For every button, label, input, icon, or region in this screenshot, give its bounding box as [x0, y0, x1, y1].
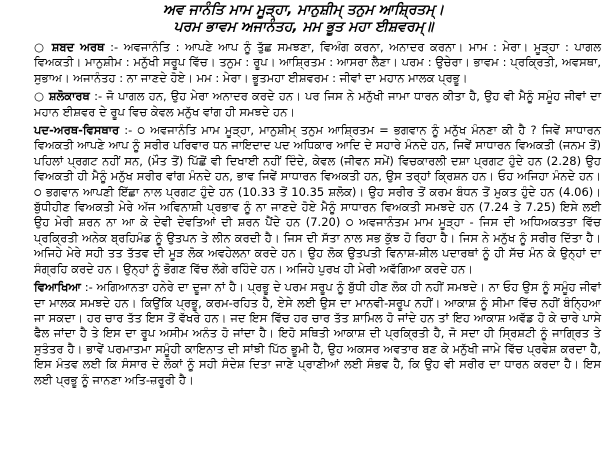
shlokarth-text: :- ਜੋ ਪਾਗਲ ਹਨ, ਉਹ ਮੇਰਾ ਅਨਾਦਰ ਕਰਦੇ ਹਨ। ਪਰ ਜਿਸ ਨੇ ਮਨੁੱਖੀ ਜਾਮਾ ਧਾਰਨ ਕੀਤਾ ਹੈ, ਉਹ ਵੀ ਮੈਨੂੰ ਸਮੂੰਹ ਜੀਵਾਂ ਦਾ ਮਹਾਨ ਈਸ਼ਵਰ ਦੇ ਰੂਪ ਵਿਚ ਕੇਵਲ ਮਨੁੱਖ ਵਾਂਗ ਹੀ ਸਮਝਦੇ ਹਨ। [34, 89, 601, 119]
pad-arth-heading: ਪਦ-ਅਰਥ-ਵਿਸਥਾਰ [34, 123, 120, 138]
shloka-line-2: ਪਰਮ ਭਾਵਮ ਅਜਾਨੰਤਹ, ਮਮ ਭੂਤ ਮਹਾ ਈਸ਼ਵਰਮ੍॥ [173, 19, 434, 35]
shabad-arth-text: :- ਅਵਜਾਨੰਤਿ : ਆਪਣੇ ਆਪ ਨੂੰ ਤੁੱਛ ਸਮਝਣਾ, ਵਿਅੰਗ ਕਰਨਾ, ਅਨਾਦਰ ਕਰਨਾ। ਮਾਮ : ਮੇਰਾ। ਮੂੜ੍ਹਾ : ਪਾਗਲ ਵਿਅਕਤੀ। ਮਾਨੁਸ਼ੀਮ : ਮਨੁੱਖੀ ਸਰੂਪ ਵਿੱਚ। ਤਨੁਮ : ਰੂਪ। ਆਸ਼੍ਰਿਤਮ : ਆਸਰਾ ਲੈਣਾ। ਪਰਮ : ਉਚੇਰਾ। ਭਾਵਮ : ਪ੍ਰਕ੍ਰਿਤੀ, ਅਵਸਥਾ, ਸੁਭਾਅ। ਅਜਾਨੰਤਹ : ਨਾ ਜਾਣਦੇ ਹੋਏ। ਮਮ : ਮੇਰਾ। ਭੂਤਮਹਾ ਈਸ਼ਵਰਮ : ਜੀਵਾਂ ਦਾ ਮਹਾਨ ਮਾਲਕ ਪ੍ਰਭੂ। [34, 40, 602, 85]
shloka-line-1: ਅਵ ਜਾਨੰਤਿ ਮਾਮ ਮੂੜ੍ਹਾ, ਮਾਨੁਸ਼ੀਮ੍ ਤਨੁਮ ਆਸ਼੍ਰਿਤਮ੍। [162, 2, 445, 18]
shlokarth-heading: ਸ਼ਲੋਕਾਰਥ [48, 89, 90, 104]
shabad-arth-heading: ਸ਼ਬਦ ਅਰਥ [51, 40, 105, 54]
pad-arth-section [6, 123, 601, 277]
pad-arth-text: :- ੦ ਅਵਜਾਨੰਤਿ ਮਾਮ ਮੂੜ੍ਹਾ, ਮਾਨੁਸ਼ੀਮ੍ ਤਨੁਮ ਆਸ਼੍ਰਿਤਮ = ਭਗਵਾਨ ਨੂੰ ਮਨੁੱਖ ਮੰਨਣਾ ਕੀ ਹੈ ? ਜਿਵੇਂ ਸਾਧਾਰਨ ਵਿਅਕਤੀ ਆਪਣੇ ਆਪ ਨੂੰ ਸਰੀਰ ਪਰਿਵਾਰ ਧਨ ਜਾਇਦਾਦ ਪਦ ਅਧਿਕਾਰ ਆਦਿ ਦੇ ਸਹਾਰੇ ਮੰਨਦੇ ਹਨ, ਜਿਵੇਂ ਸਾਧਾਰਨ ਵਿਅਕਤੀ (ਜਨਮ ਤੋਂ) ਪਹਿਲਾਂ ਪ੍ਰਗਟ ਨਹੀਂ ਸਨ, (ਮੌਤ ਤੋਂ) ਪਿੱਛੋਂ ਵੀ ਦਿਖਾਈ ਨਹੀਂ ਦਿੰਦੇ, ਕੇਵਲ (ਜੀਵਨ ਸਮੇਂ) ਵਿਚਕਾਰਲੀ ਦਸ਼ਾ ਪ੍ਰਗਟ ਹੁੰਦੇ ਹਨ (2.28) ਉਹ ਵਿਅਕਤੀ ਹੀ ਮੈਨੂੰ ਮਨੁੱਖ ਸਰੀਰ ਵਾਂਗ ਮੰਨਦੇ ਹਨ, ਭਾਵ ਜਿਵੇਂ ਸਾਧਾਰਨ ਵਿਅਕਤੀ ਹਨ, ਉਸ ਤਰ੍ਹਾਂ ਕ੍ਰਿਸ਼ਨ ਹਨ। ਓਹ ਅਜਿਹਾ ਮੰਨਦੇ ਹਨ। ੦ ਭਗਵਾਨ ਆਪਣੀ ਇੱਛਾ ਨਾਲ ਪ੍ਰਗਟ ਹੁੰਦੇ ਹਨ (10.33 ਤੋਂ 10.35 ਸ਼ਲੋਕ)। ਉਹ ਸਰੀਰ ਤੋਂ ਕਰਮ ਬੰਧਨ ਤੋਂ ਮੁਕਤ ਹੁੰਦੇ ਹਨ (4.06)। ਬੁੱਧੀਹੀਣ ਵਿਅਕਤੀ ਮੇਰੇ ਅੱਜ ਅਵਿਨਾਸ਼ੀ ਪ੍ਰਭਾਵ ਨੂੰ ਨਾ ਜਾਣਦੇ ਹੋਏ ਮੈਨੂੰ ਸਾਧਾਰਨ ਵਿਅਕਤੀ ਸਮਝਦੇ ਹਨ (7.24 ਤੇ 7.25) ਇਸੇ ਲਈ ਉਹ ਮੇਰੀ ਸ਼ਰਨ ਨਾ ਆ ਕੇ ਦੇਵੀ ਦੇਵਤਿਆਂ ਦੀ ਸ਼ਰਨ ਪੈਂਦੇ ਹਨ (7.20) ੦ ਅਵਜਾਨੰਤਮ ਮਾਮ ਮੂੜ੍ਹਾ - ਜਿਸ ਦੀ ਅਧਿਅਕਤਤਾ ਵਿੱਚ ਪ੍ਰਕ੍ਰਿਤੀ ਅਨੇਕ ਬ੍ਰਹਿਮੰਡ ਨੂੰ ਉਤਪਨ ਤੇ ਲੀਨ ਕਰਦੀ ਹੈ। ਜਿਸ ਦੀ ਸੱਤਾ ਨਾਲ ਸਭ ਕੁੱਝ ਹੋ ਰਿਹਾ ਹੈ। ਜਿਸ ਨੇ ਮਨੁੱਖ ਨੂੰ ਸਰੀਰ ਦਿੱਤਾ ਹੈ। ਅਜਿਹੇ ਮੇਰੇ ਸਹੀ ਤਤ ਤੱਤਵ ਦੀ ਮੂੜ ਲੋਕ ਅਵਹੇਲਨਾ ਕਰਦੇ ਹਨ। ਉਹ ਲੋਕ ਉਤਪਤੀ ਵਿਨਾਸ਼-ਸ਼ੀਲ ਪਦਾਰਥਾਂ ਨੂੰ ਹੀ ਸੱਚ ਮੰਨ ਕੇ ਉਨ੍ਹਾਂ ਦਾ ਸੰਗ੍ਰਹਿ ਕਰਦੇ ਹਨ। ਉਨ੍ਹਾਂ ਨੂੰ ਭੋਗਣ ਵਿੱਚ ਲੱਗੇ ਰਹਿੰਦੇ ਹਨ। ਅਜਿਹੇ ਪੁਰਖ ਹੀ ਮੇਰੀ ਅਵੱਗਿਆ ਕਰਦੇ ਹਨ। [34, 123, 601, 276]
shlokarth-section: ○ ਸ਼ਲੋਕਾਰਥ :- ਜੋ ਪਾਗਲ ਹਨ, ਉਹ ਮੇਰਾ ਅਨਾਦਰ ਕਰਦੇ ਹਨ। ਪਰ ਜਿਸ ਨੇ ਮਨੁੱਖੀ ਜਾਮਾ ਧਾਰਨ ਕੀਤਾ ਹੈ, ਉਹ ਵੀ ਮੈਨੂੰ ਸਮੂੰਹ ਜੀਵਾਂ ਦਾ ਮਹਾਨ ਈਸ਼ਵਰ ਦੇ ਰੂਪ ਵਿਚ ਕੇਵਲ ਮਨੁੱਖ ਵਾਂਗ ਹੀ ਸਮਝਦੇ ਹਨ। [34, 89, 601, 119]
viakhia-heading: ਵਿਆਖਿਆ [34, 280, 81, 295]
shabad-arth-section: ○ ਸ਼ਬਦ ਅਰਥ :- ਅਵਜਾਨੰਤਿ : ਆਪਣੇ ਆਪ ਨੂੰ ਤੁੱਛ ਸਮਝਣਾ, ਵਿਅੰਗ ਕਰਨਾ, ਅਨਾਦਰ ਕਰਨਾ। ਮਾਮ : ਮੇਰਾ। ਮੂੜ੍ਹਾ : ਪਾਗਲ ਵਿਅਕਤੀ। ਮਾਨੁਸ਼ੀਮ : ਮਨੁੱਖੀ ਸਰੂਪ ਵਿੱਚ। ਤਨੁਮ : ਰੂਪ। ਆਸ਼੍ਰਿਤਮ : ਆਸਰਾ ਲੈਣਾ। ਪਰਮ : ਉਚੇਰਾ। ਭਾਵਮ : ਪ੍ਰਕ੍ਰਿਤੀ, ਅਵਸਥਾ, ਸੁਭਾਅ। ਅਜਾਨੰਤਹ : ਨਾ ਜਾਣਦੇ ਹੋਏ। ਮਮ : ਮੇਰਾ। ਭੂਤਮਹਾ ਈਸ਼ਵਰਮ : ਜੀਵਾਂ ਦਾ ਮਹਾਨ ਮਾਲਕ ਪ੍ਰਭੂ। [34, 40, 602, 85]
viakhia-section [6, 280, 601, 388]
viakhia-text: :- ਅਗਿਆਨਤਾ ਹਨੇਰੇ ਦਾ ਦੂਜਾ ਨਾਂ ਹੈ। ਪ੍ਰਭੂ ਦੇ ਪਰਮ ਸਰੂਪ ਨੂੰ ਬੁੱਧੀ ਹੀਣ ਲੋਕ ਹੀ ਨਹੀਂ ਸਮਝਦੇ। ਨਾ ਓਹ ਉਸ ਨੂੰ ਸਮੂੰਹ ਜੀਵਾਂ ਦਾ ਮਾਲਕ ਸਮਝਦੇ ਹਨ। ਕਿਉਂਕਿ ਪ੍ਰਭੂ, ਕਰਮ-ਰਹਿਤ ਹੈ, ਏਸੇ ਲਈ ਉਸ ਦਾ ਮਾਨਵੀ-ਸਰੂਪ ਨਹੀਂ। ਆਕਾਸ਼ ਨੂੰ ਸੀਮਾ ਵਿੱਚ ਨਹੀਂ ਬੰਨ੍ਹਿਆ ਜਾ ਸਕਦਾ। ਹਰ ਚਾਰ ਤੱਤ ਇਸ ਤੋਂ ਵੱਖਰੇ ਹਨ। ਜਦ ਇਸ ਵਿੱਚ ਹਰ ਚਾਰ ਤੱਤ ਸ਼ਾਮਿਲ ਹੋ ਜਾਂਦੇ ਹਨ ਤਾਂ ਇਹ ਆਕਾਸ਼ ਅਵੱਡ ਹੋ ਕੇ ਚਾਰੇ ਪਾਸੇ ਫੈਲ ਜਾਂਦਾ ਹੈ ਤੇ ਇਸ ਦਾ ਰੂਪ ਅਸੀਮ ਅਨੰਤ ਹੋ ਜਾਂਦਾ ਹੈ। ਇਹੋ ਸਥਿਤੀ ਆਕਾਸ਼ ਦੀ ਪ੍ਰਕ੍ਰਿਤੀ ਹੈ, ਜੋ ਸਦਾ ਹੀ ਸ੍ਰਿਸ਼ਟੀ ਨੂੰ ਜਾਗ੍ਰਿਤ ਤੇ ਸੁਤੰਤਰ ਹੈ। ਭਾਵੇਂ ਪਰਮਾਤਮਾ ਸਮੂੰਹੀ ਕਾਇਨਾਤ ਦੀ ਸਾਂਝੀ ਪਿੱਠ ਭੂਮੀ ਹੈ, ਉਹ ਅਕਸਰ ਅਵਤਾਰ ਬਣ ਕੇ ਮਨੁੱਖੀ ਜਾਮੇ ਵਿੱਚ ਪ੍ਰਵੇਸ਼ ਕਰਦਾ ਹੈ, ਇਸ ਮੰਤਵ ਲਈ ਕਿ ਸੰਸਾਰ ਦੇ ਲੋਕਾਂ ਨੂੰ ਸਹੀ ਸੰਦੇਸ਼ ਦਿਤਾ ਜਾਣੇ ਪ੍ਰਾਣੀਆਂ ਲਈ ਸੰਭਵ ਹੈ, ਕਿ ਉਹ ਵੀ ਸਰੀਰ ਦਾ ਧਾਰਨ ਕਰਦਾ ਹੈ। ਇਸ ਲਈ ਪ੍ਰਭੂ ਨੂੰ ਜਾਨਣਾ ਅਤਿ-ਜ਼ਰੂਰੀ ਹੈ। [34, 280, 602, 387]
